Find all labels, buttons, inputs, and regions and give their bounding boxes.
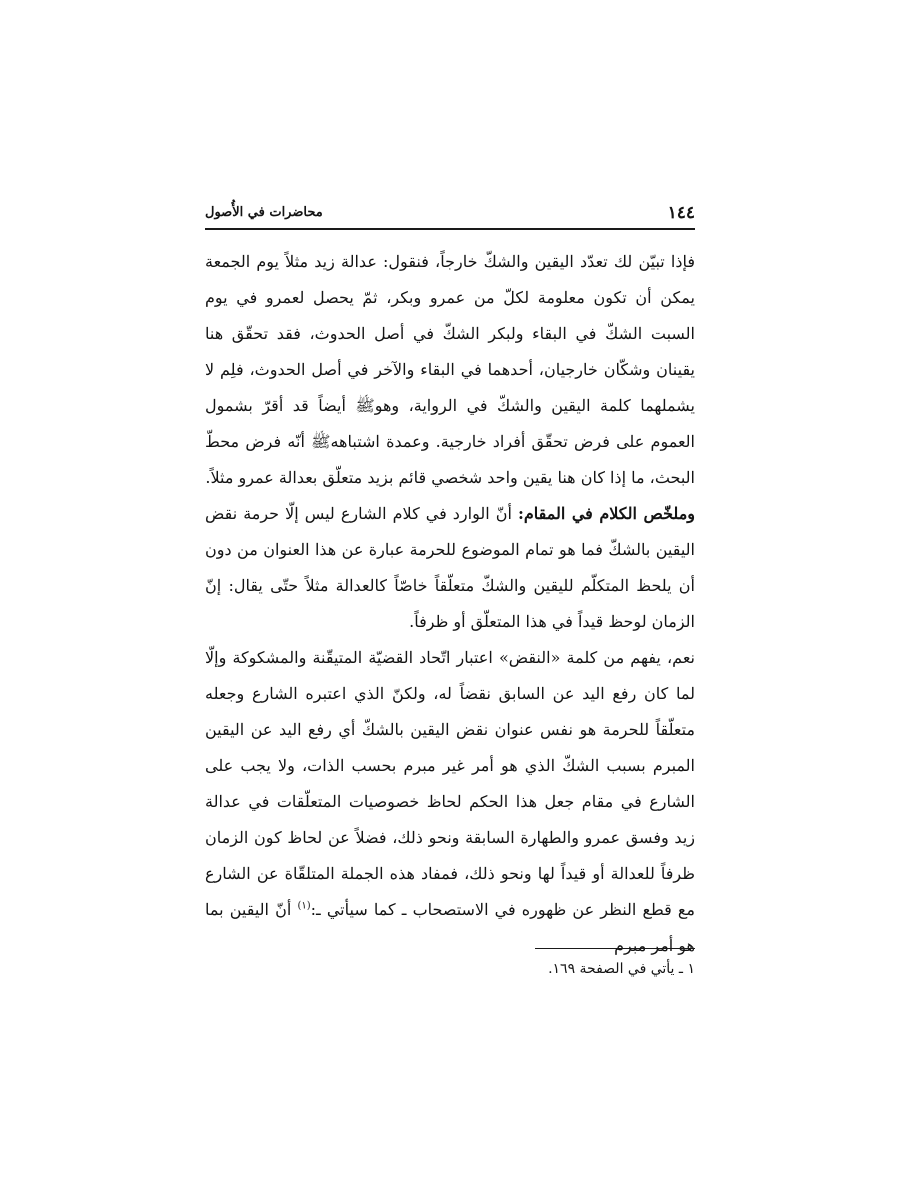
paragraph-2-lead: وملخّص الكلام في المقام: xyxy=(517,504,695,523)
body-text xyxy=(205,244,695,964)
book-title: محاضرات في الأُصول xyxy=(205,205,323,220)
paragraph-3-text: نعم، يفهم من كلمة «النقض» اعتبار اتّحاد القضيّة المتيقّنة والمشكوكة وإلّا لما كان رفع اليد عن السابق نقضاً له، ولكنّ الذي اعتبره الشارع وجعله متعلّقاً للحرمة هو نفس عنوان نقض اليقين بالشكّ أي رفع اليد عن اليقين المبرم بسبب الشكّ الذي هو أمر غير مبرم بحسب الذات، ولا يجب على الشارع في مقام جعل هذا الحكم لحاظ خصوصيات المتعلّقات في عدالة زيد وفسق عمرو والطهارة السابقة ونحو ذلك، فضلاً عن لحاظ كون الزمان ظرفاً للعدالة أو قيداً لها ونحو ذلك، فمفاد هذه الجملة المتلقّاة عن الشارع مع قطع النظر عن ظهوره في الاستصحاب ـ كما سيأتي ـ: xyxy=(205,648,696,919)
paragraph-2 xyxy=(205,496,695,640)
paragraph-3 xyxy=(205,640,695,964)
header-rule xyxy=(205,228,695,230)
footnote-text: ١ ـ يأتي في الصفحة ١٦٩. xyxy=(548,961,695,977)
paragraph-2-text: أنّ الوارد في كلام الشارع ليس إلّا حرمة نقض اليقين بالشكّ فما هو تمام الموضوع للحرمة عبارة عن هذا العنوان من دون أن يلحظ المتكلّم لليقين والشكّ متعلّقاً خاصّاً كالعدالة مثلاً حتّى يقال: إنّ الزمان لوحظ قيداً في هذا المتعلّق أو ظرفاً. xyxy=(205,504,695,631)
paragraph-1-text: فإذا تبيّن لك تعدّد اليقين والشكّ خارجاً، فنقول: عدالة زيد مثلاً يوم الجمعة يمكن أن تكون معلومة لكلّ من عمرو وبكر، ثمّ يحصل لعمرو في يوم السبت الشكّ في البقاء ولبكر الشكّ في أصل الحدوث، فقد تحقّق هنا يقينان وشكّان خارجيان، أحدهما في البقاء والآخر في أصل الحدوث، فلِم لا يشملهما كلمة اليقين والشكّ في الرواية، وهوﷺ أيضاً قد أقرّ بشمول العموم على فرض تحقّق أفراد خارجية. وعمدة اشتباههﷺ أنّه فرض محطّ البحث، ما إذا كان هنا يقين واحد شخصي قائم بزيد متعلّق بعدالة عمرو مثلاً. xyxy=(205,252,695,487)
paragraph-1 xyxy=(205,244,695,496)
footnote-marker: (١) xyxy=(297,900,311,912)
footnote-rule xyxy=(535,948,695,949)
running-head xyxy=(205,203,695,229)
paragraph-3-text-end: أنّ اليقين بما هو أمر مبرم xyxy=(205,900,695,955)
footnote xyxy=(205,958,695,980)
page-number: ١٤٤ xyxy=(667,203,695,223)
